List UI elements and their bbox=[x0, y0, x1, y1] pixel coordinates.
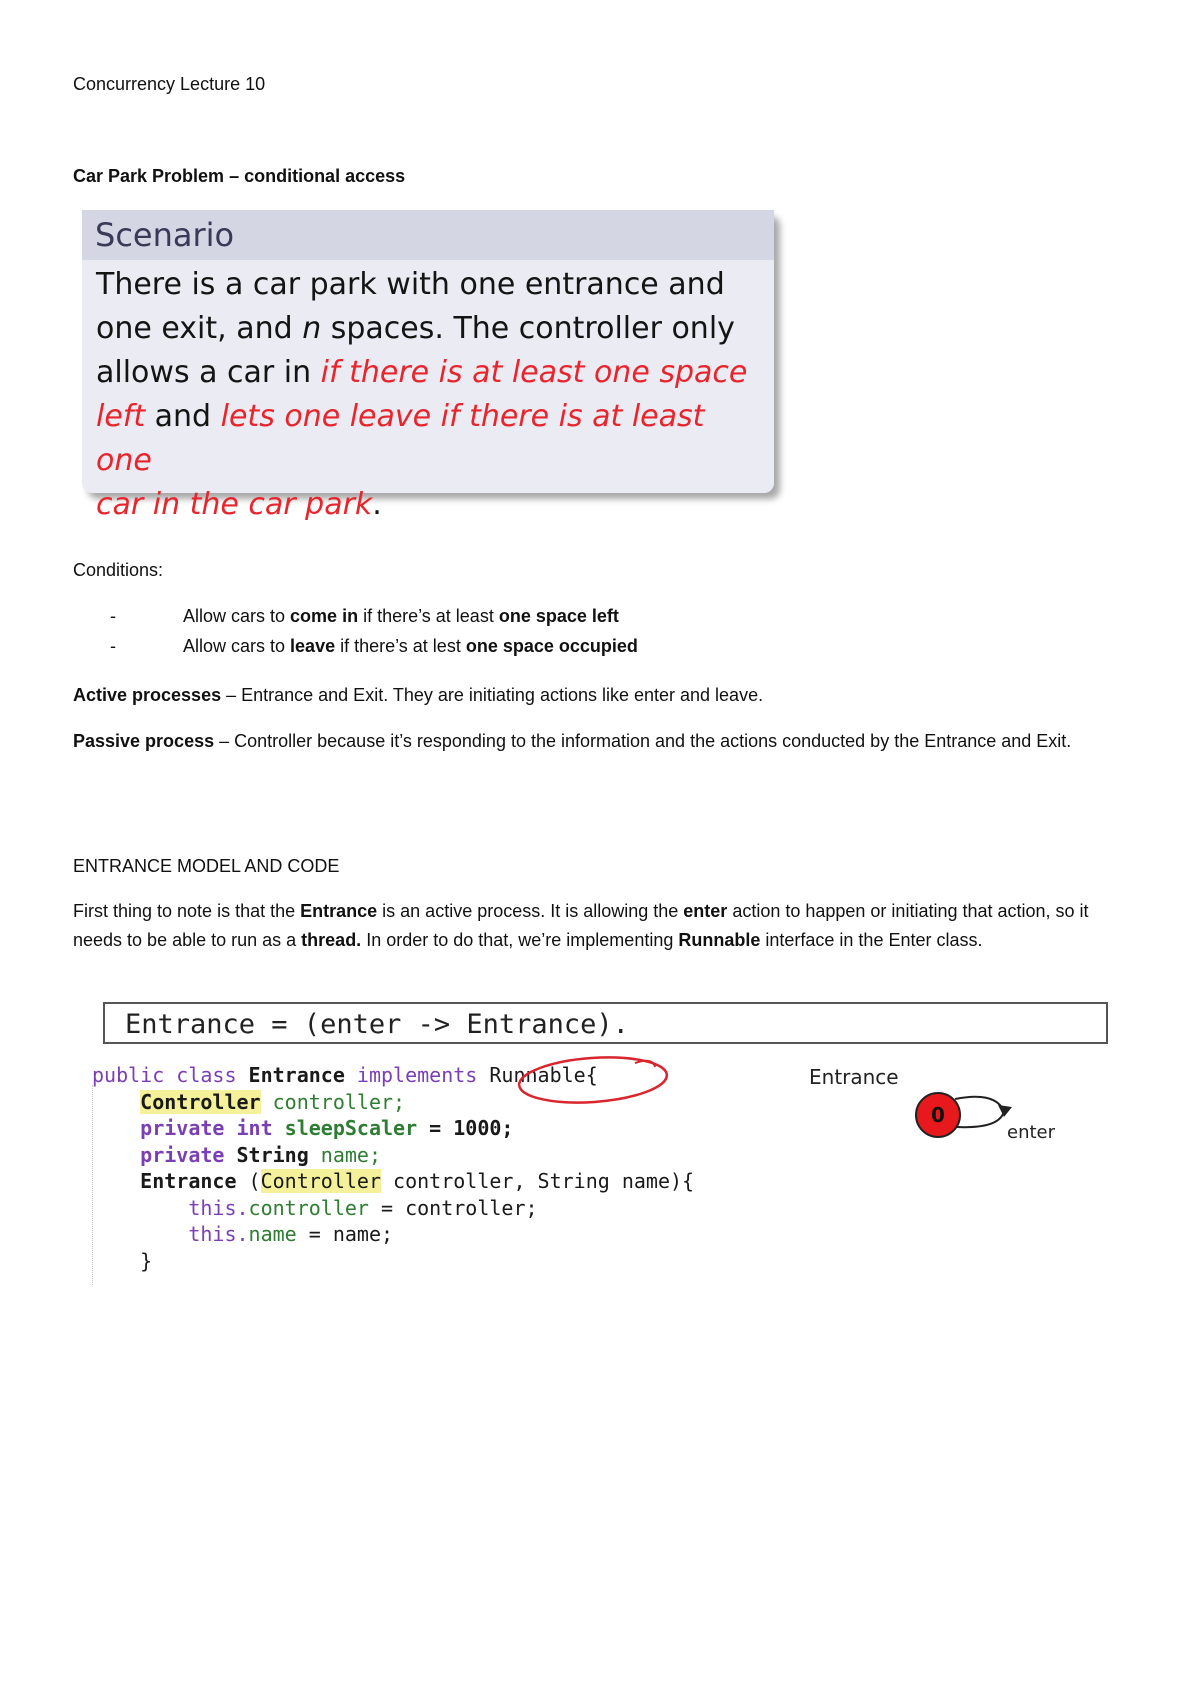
list-item: - Allow cars to come in if there’s at least one space left bbox=[110, 606, 619, 626]
arrowhead-icon bbox=[998, 1105, 1012, 1117]
code-line: Entrance (Controller controller, String name){ bbox=[140, 1169, 695, 1193]
runnable-annotation-circle bbox=[515, 1055, 675, 1115]
passive-process-paragraph: Passive process – Controller because it’s responding to the information and the actions conducted by the Entrance and Exit. bbox=[73, 731, 1072, 751]
entrance-heading: ENTRANCE MODEL AND CODE bbox=[73, 856, 340, 876]
code-line: private String name; bbox=[140, 1142, 382, 1167]
entrance-paragraph: First thing to note is that the Entrance is an active process. It is allowing the enter action to happen or initiating that action, so it needs to be able to run as a thread. In order to do that, we’re implementing Runnable interface in the Enter class. bbox=[73, 901, 1089, 950]
conditions-label: Conditions: bbox=[73, 560, 164, 580]
code-line: private int sleepScaler = 1000; bbox=[140, 1116, 514, 1140]
lts-transition-arrow bbox=[955, 1097, 1004, 1127]
scenario-line: car in the car park. bbox=[96, 487, 382, 522]
lts-action-label: enter bbox=[1007, 1122, 1056, 1143]
scenario-line: There is a car park with one entrance and bbox=[96, 267, 725, 302]
scenario-body bbox=[82, 260, 774, 527]
code-line: this.controller = controller; bbox=[188, 1195, 538, 1220]
code-line: public class Entrance implements Runnable{ bbox=[92, 1063, 598, 1087]
list-item: - Allow cars to leave if there’s at lest one space occupied bbox=[110, 636, 638, 656]
scenario-line: left and lets one leave if there is at least one bbox=[96, 399, 705, 478]
code-line: this.name = name; bbox=[188, 1222, 394, 1246]
fsp-model-box: Entrance = (enter -> Entrance). bbox=[103, 1002, 1108, 1044]
scenario-title: Scenario bbox=[82, 210, 774, 260]
section-title: Car Park Problem – conditional access bbox=[73, 166, 406, 186]
document-header: Concurrency Lecture 10 bbox=[73, 74, 266, 94]
conditions-list bbox=[110, 606, 1010, 666]
scenario-slide bbox=[82, 210, 774, 522]
code-line: } bbox=[140, 1248, 153, 1273]
code-line: Controller controller; bbox=[140, 1089, 406, 1114]
active-processes-paragraph: Active processes – Entrance and Exit. They are initiating actions like enter and leave. bbox=[73, 685, 764, 705]
scenario-line: one exit, and n spaces. The controller only bbox=[96, 311, 735, 346]
lts-state-label: 0 bbox=[931, 1103, 945, 1127]
lts-diagram bbox=[900, 1085, 1020, 1165]
lts-title: Entrance bbox=[809, 1065, 899, 1089]
scenario-line: allows a car in if there is at least one space bbox=[96, 355, 748, 390]
